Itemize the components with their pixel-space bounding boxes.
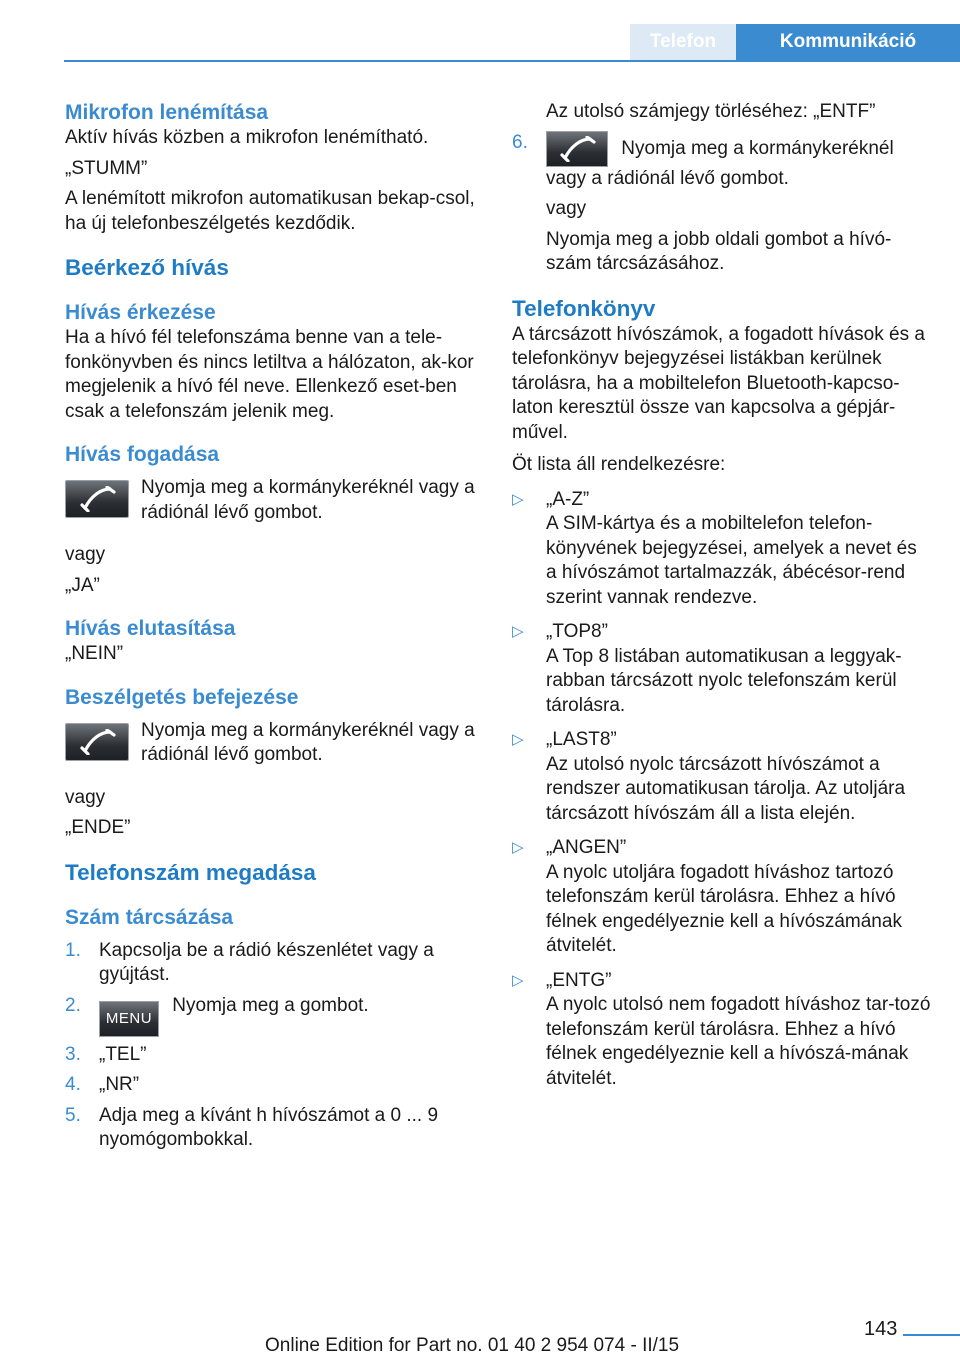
heading-tarcsazasa: Szám tárcsázása — [65, 905, 234, 929]
triangle-bullet-icon: ▷ — [512, 731, 524, 748]
step-text: „TEL” — [99, 1043, 147, 1065]
paragraph: „ENDE” — [65, 817, 131, 838]
step-number: 1. — [65, 939, 81, 961]
page-number: 143 — [864, 1318, 898, 1340]
heading-beerkezo: Beérkező hívás — [65, 255, 229, 280]
paragraph: Nyomja meg a kormánykeréknél vagy a rádiónál lévő gombot. — [141, 477, 475, 523]
list-item — [512, 728, 932, 826]
phone-button-row — [65, 476, 485, 525]
triangle-bullet-icon: ▷ — [512, 490, 524, 508]
heading-elutasitasa: Hívás elutasítása — [65, 617, 236, 640]
tab-telefon[interactable]: Telefon — [630, 24, 736, 60]
step-number: 3. — [65, 1043, 81, 1065]
step-number: 6. — [512, 131, 528, 153]
heading-befejezese: Beszélgetés befejezése — [65, 685, 299, 709]
list-name: „TOP8” — [546, 621, 608, 642]
paragraph: Az utolsó számjegy törléséhez: „ENTF” — [546, 101, 876, 122]
paragraph: Öt lista áll rendelkezésre: — [512, 454, 726, 475]
paragraph: A tárcsázott hívószámok, a fogadott hívások és a telefonkönyv bejegyzései listákban kerülnek tárolásra, ha a mobiltelefon Bluetooth-kapcso‐laton keresztül össze van kapcsolva a gépjár‐művel. — [512, 323, 925, 443]
list-item — [512, 620, 932, 718]
menu-button-icon: MENU — [99, 1001, 159, 1037]
phone-icon — [65, 723, 129, 761]
list-item — [65, 994, 485, 1037]
list-item — [512, 488, 932, 611]
phone-button-row — [65, 719, 485, 768]
step-text: Nyomja meg a kormánykeréknél vagy a rádiónál lévő gombot. — [546, 137, 894, 189]
heading-megadasa: Telefonszám megadása — [65, 859, 316, 885]
list-name: „A-Z” — [546, 488, 590, 510]
step-number: 5. — [65, 1104, 81, 1126]
paragraph: „NEIN” — [65, 643, 124, 664]
paragraph: vagy — [546, 198, 587, 219]
step-text: Nyomja meg a gombot. — [172, 994, 369, 1016]
page-number-rule — [903, 1334, 960, 1336]
right-column — [512, 100, 932, 1091]
heading-fogadasa: Hívás fogadása — [65, 443, 220, 466]
heading-telefonkonyv: Telefonkönyv — [512, 295, 656, 321]
step-text: Adja meg a kívánt h hívószámot a 0 ... 9 nyomógombokkal. — [99, 1104, 439, 1151]
tab-kommunikacio[interactable]: Kommunikáció — [736, 24, 960, 60]
paragraph: Nyomja meg a kormánykeréknél vagy a rádiónál lévő gombot. — [141, 719, 475, 765]
list-item — [512, 836, 932, 959]
phone-icon — [65, 480, 129, 518]
list-desc: A Top 8 listában automatikusan a leggyak‐rabban tárcsázott nyolc telefonszám kerül tárolásra. — [546, 645, 902, 716]
list-desc: A SIM-kártya és a mobiltelefon telefon‐könyvének bejegyzései, amelyek a nevet és a hívószámot tartalmazzák, ábécésor‐rend szerint vannak rendezve. — [546, 513, 917, 608]
paragraph: Aktív hívás közben a mikrofon lenémítható. — [65, 127, 429, 148]
list-desc: A nyolc utoljára fogadott híváshoz tartozó telefonszám kerül tárolásra. Ehhez a hívó félnek engedélyeznie kell a hívószámának átvitelét. — [546, 861, 902, 956]
step-body — [99, 994, 485, 1037]
paragraph: A lenémított mikrofon automatikusan bekap‐csol, ha új telefonbeszélgetés kezdődik. — [65, 188, 475, 234]
page-header — [630, 24, 960, 60]
paragraph: Ha a hívó fél telefonszáma benne van a tele‐fonkönyvben és nincs letiltva a hálózaton, ak‐kor megjelenik a hívó fél neve. Ellenkező eset‐ben csak a telefonszám jelenik meg. — [65, 327, 474, 422]
step-text: „NR” — [99, 1074, 140, 1096]
list-item — [512, 131, 932, 192]
phone-icon — [546, 131, 608, 167]
paragraph: vagy — [65, 544, 106, 565]
step-text: Kapcsolja be a rádió készenlétet vagy a gyújtást. — [99, 939, 434, 985]
paragraph: Nyomja meg a jobb oldali gombot a hívó‐szám tárcsázásához. — [546, 228, 892, 274]
triangle-bullet-icon: ▷ — [512, 623, 524, 640]
step-body — [546, 131, 932, 192]
paragraph: „JA” — [65, 574, 100, 596]
list-name: „ANGEN” — [546, 837, 627, 858]
list-item — [65, 1043, 485, 1068]
paragraph: „STUMM” — [65, 157, 148, 179]
list-item — [65, 1104, 485, 1153]
step-number: 2. — [65, 994, 81, 1016]
steps-list — [65, 939, 485, 1153]
list-item — [65, 1073, 485, 1098]
heading-mikrofon: Mikrofon lenémítása — [65, 101, 269, 124]
list-name: „LAST8” — [546, 729, 617, 750]
header-rule — [64, 60, 960, 62]
paragraph: vagy — [65, 786, 106, 808]
triangle-bullet-icon: ▷ — [512, 971, 524, 989]
heading-erkezese: Hívás érkezése — [65, 301, 216, 324]
list-desc: Az utolsó nyolc tárcsázott hívószámot a rendszer automatikusan tárolja. Az utoljára tárcsázott hívószám áll a lista elején. — [546, 753, 906, 824]
list-item — [65, 939, 485, 988]
triangle-bullet-icon: ▷ — [512, 839, 524, 856]
footer-edition: Online Edition for Part no. 01 40 2 954 074 - II/15 — [265, 1335, 680, 1356]
step-number: 4. — [65, 1074, 81, 1096]
left-column — [65, 100, 485, 1153]
list-desc: A nyolc utolsó nem fogadott híváshoz tar‐tozó telefonszám kerül tárolásra. Ehhez a hívó félnek engedélyeznie kell a hívószá‐mának átvitelét. — [546, 994, 931, 1089]
list-item — [512, 969, 932, 1092]
list-name: „ENTG” — [546, 969, 612, 991]
